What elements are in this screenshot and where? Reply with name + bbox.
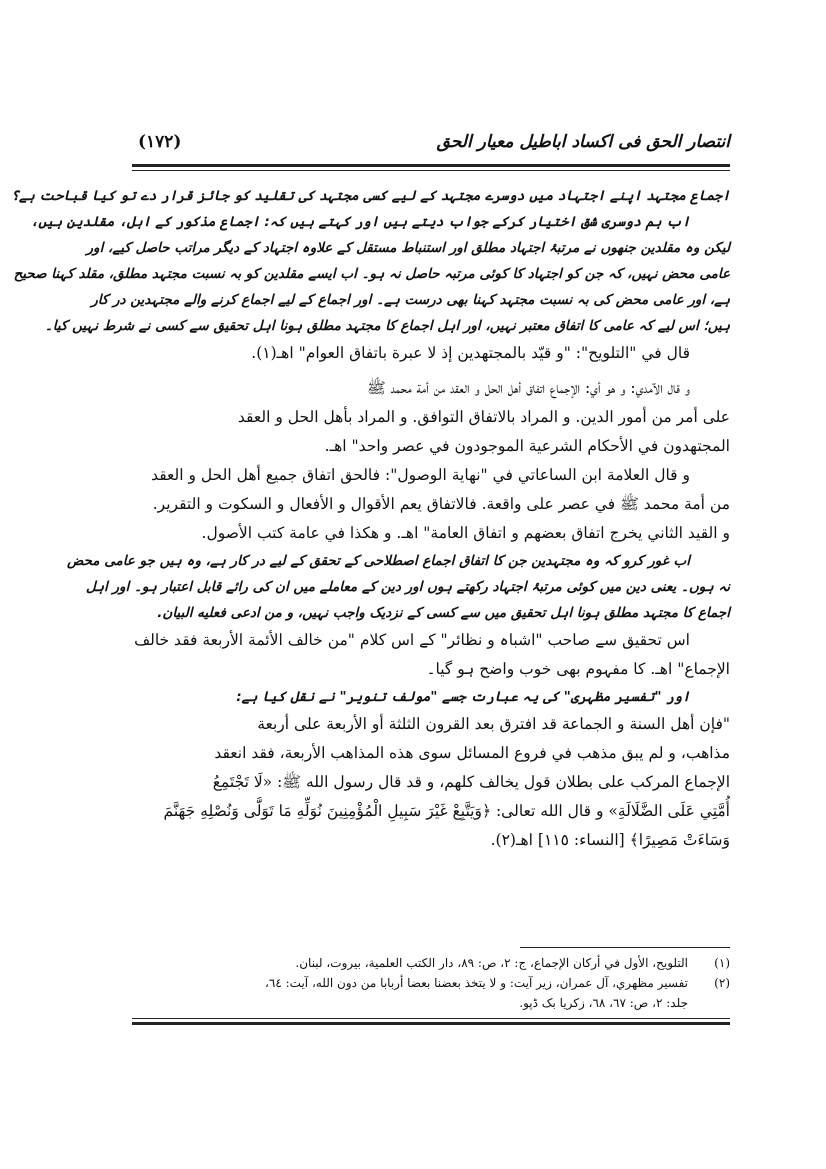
text-line: و القيد الثاني يخرج اتفاق بعضهم و اتفاق العامة" اهـ. و هكذا في عامة كتب الأصول.	[201, 524, 730, 542]
text-line: نہ ہوں۔ یعنی دین میں کوئی مرتبۂ اجتہاد رکھتے ہوں اور دین کے معاملے میں ان کی رائے قابل اعتبار ہو۔ اور اہل	[85, 579, 730, 595]
text-line: وَسَاءَتْ مَصِيرًا﴾ [النساء: ١١٥] اهـ(٢).	[490, 831, 730, 849]
footnote-2-continuation	[132, 993, 730, 1013]
footnote-2	[132, 973, 730, 993]
footer-rule-thin	[132, 1018, 730, 1019]
footnote-number: (٢)	[714, 976, 730, 990]
running-title: انتصار الحق فی اکساد اباطیل معیار الحق	[436, 132, 730, 152]
text-line: اب غور کرو کہ وہ مجتہدین جن کا اتفاق اجماع اصطلاحی کے تحقق کے لیے در کار ہے، وہ ہیں جو عامی محض	[67, 553, 690, 569]
text-line: الإجماع المركب على بطلان قول يخالف كلهم، و قد قال رسول الله ﷺ: «لَا تَجْتَمِعُ	[212, 773, 730, 791]
header-rule-thick	[132, 164, 730, 167]
text-line: المجتهدون في الأحكام الشرعية الموجودون في عصر واحد" اهـ.	[324, 437, 730, 455]
body-text	[11, 183, 730, 855]
text-line: و قال الآمدي: و هو أي: الإجماع اتفاق أهل الحل و العقد من أمة محمد ﷺ	[367, 379, 690, 397]
footnote-text: جلد: ٢، ص: ٦٧، ٦٨، زکریا بک ڈپو.	[519, 996, 688, 1010]
footnotes	[132, 953, 730, 1013]
footnote-1	[132, 953, 730, 973]
text-line: اجماع کا مجتہد مطلق ہونا اہل تحقیق میں سے کسی کے نزدیک واجب نہیں، و من ادعى فعليه البيان.	[157, 605, 730, 621]
text-line: من أمة محمد ﷺ في عصر على واقعة. فالاتفاق يعم الأقوال و الأفعال و السكوت و التقرير.	[152, 495, 730, 513]
footnote-number: (١)	[714, 956, 730, 970]
text-line: اس تحقیق سے صاحب "اشباہ و نظائر" کے اس کلام "من خالف الأئمة الأربعة فقد خالف	[134, 631, 690, 649]
text-line: قال في "التلويح": "و قيّد بالمجتهدين إذ لا عبرة باتفاق العوام" اهـ(١).	[251, 344, 690, 362]
text-line: ہے، اور عامی محض کی بہ نسبت مجتہد کہنا بھی درست ہے۔ اور اجماع کے لیے اجماع کرنے والے مجتہدین در کار	[91, 292, 730, 308]
text-line: أُمَّتِي عَلَى الضَّلَالَةِ» و قال الله تعالى: ﴿وَيَتَّبِعْ غَيْرَ سَبِيلِ الْمُؤْمِنِينَ نُوَلِّهِ مَا تَوَلَّى وَنُصْلِهِ جَهَنَّمَ	[163, 802, 730, 820]
text-line: اجماع مجتہد اپنے اجتہاد میں دوسرے مجتہد کے لیے کسی مجتہد کی تقلید کو جائز قرار دے تو کیا قباحت ہے؟	[11, 188, 730, 204]
footnote-text: التلويح، الأول في أركان الإجماع، ج: ٢، ص: ٨٩، دار الكتب العلمية، بيروت، لبنان.	[295, 956, 688, 970]
text-line: عامی محض نہیں، کہ جن کو اجتہاد کا کوئی مرتبہ حاصل نہ ہو۔ اب ایسے مقلدین کو بہ نسبت مجتہد مطلق، مقلد کہنا صحیح	[13, 266, 730, 282]
header-rule-thin	[132, 170, 730, 171]
footnote-text: تفسير مظهري، آل عمران، زير آيت: و لا يتخذ بعضنا بعضا أربابا من دون الله، آيت: ٦٤،	[265, 976, 688, 990]
text-line: لیکن وہ مقلدین جنھوں نے مرتبۂ اجتہاد مطلق اور استنباط مستقل کے علاوہ اجتہاد کے دیگر مراتب حاصل کیے، اور	[86, 240, 730, 256]
text-line: "فإن أهل السنة و الجماعة قد افترق بعد القرون الثلثة أو الأربعة على أربعة	[257, 715, 730, 733]
page-header	[132, 128, 730, 164]
page-number: (۱۷۲)	[138, 132, 182, 152]
text-line: مذاهب، و لم يبق مذهب في فروع المسائل سوى هذه المذاهب الأربعة، فقد انعقد	[214, 744, 730, 762]
text-line: ہیں؛ اس لیے کہ عامی کا اتفاق معتبر نہیں، اور اہل اجماع کا مجتہد مطلق ہونا اہل تحقیق سے کسی نے شرط نہیں کیا۔	[44, 318, 730, 334]
footnote-separator	[520, 947, 730, 948]
text-line: اب ہم دوسری شق اختیار کرکے جواب دیتے ہیں اور کہتے ہیں کہ: اجماع مذکور کے اہل، مقلدین ہیں،	[30, 214, 690, 230]
text-line: الإجماع" اهـ. کا مفہوم بھی خوب واضح ہو گیا۔	[426, 660, 730, 678]
text-line: على أمر من أمور الدين. و المراد بالاتفاق التوافق. و المراد بأهل الحل و العقد	[237, 408, 730, 426]
text-line: و قال العلامة ابن الساعاتي في "نهاية الوصول": فالحق اتفاق جميع أهل الحل و العقد	[151, 466, 690, 484]
text-line: اور "تفسیر مظہری" کی یہ عبارت جسے "مولف تنویر" نے نقل کیا ہے:	[236, 689, 690, 705]
footer-rule-thick	[132, 1022, 730, 1025]
